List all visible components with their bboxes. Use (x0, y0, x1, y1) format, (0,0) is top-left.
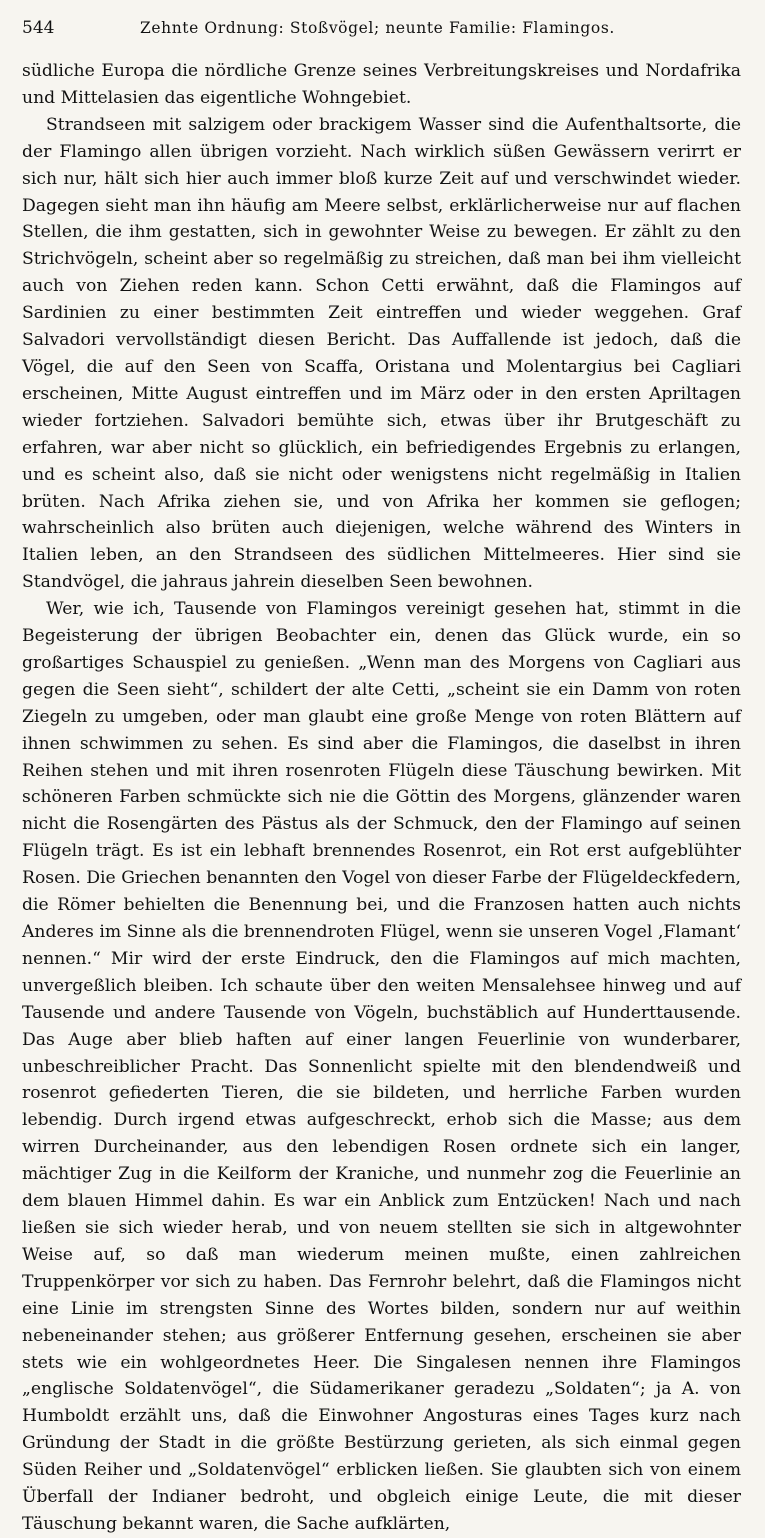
body-text (22, 58, 741, 1538)
page-header (22, 18, 741, 52)
paragraph-observation: Wer, wie ich, Tausende von Flamingos vereinigt gesehen hat, stimmt in die Begeisterung der übrigen Beobachter ein, denen das Glück wurde, ein so großartiges Schauspiel zu genießen. „Wenn man des Morgens von Cagliari aus gegen die Seen sieht“, schildert der alte Cetti, „scheint sie ein Damm von roten Ziegeln zu umgeben, oder man glaubt eine große Menge von roten Blättern auf ihnen schwimmen zu sehen. Es sind aber die Flamingos, die daselbst in ihren Reihen stehen und mit ihren rosenroten Flügeln diese Täuschung bewirken. Mit schöneren Farben schmückte sich nie die Göttin des Morgens, glänzender waren nicht die Rosengärten des Pästus als der Schmuck, den der Flamingo auf seinen Flügeln trägt. Es ist ein lebhaft brennendes Rosenrot, ein Rot erst aufgeblühter Rosen. Die Griechen benannten den Vogel von dieser Farbe der Flügeldeckfedern, die Römer behielten die Benennung bei, und die Franzosen hatten auch nichts Anderes im Sinne als die brennendroten Flügel, wenn sie unseren Vogel ‚Flamant‘ nennen.“ Mir wird der erste Eindruck, den die Flamingos auf mich machten, unvergeßlich bleiben. Ich schaute über den weiten Mensalehsee hinweg und auf Tausende und andere Tausende von Vögeln, buchstäblich auf Hunderttausende. Das Auge aber blieb haften auf einer langen Feuerlinie von wunderbarer, unbeschreiblicher Pracht. Das Sonnenlicht spielte mit den blendendweiß und rosenrot gefiederten Tieren, die sie bildeten, und herrliche Farben wurden lebendig. Durch irgend etwas aufgeschreckt, erhob sich die Masse; aus dem wirren Durcheinander, aus den lebendigen Rosen ordnete sich ein langer, mächtiger Zug in die Keilform der Kraniche, und nunmehr zog die Feuerlinie an dem blauen Himmel dahin. Es war ein Anblick zum Entzücken! Nach und nach ließen sie sich wieder herab, und von neuem stellten sie sich in altgewohnter Weise auf, so daß man wiederum meinen mußte, einen zahlreichen Truppenkörper vor sich zu haben. Das Fernrohr belehrt, daß die Flamingos nicht eine Linie im strengsten Sinne des Wortes bilden, sondern nur auf weithin nebeneinander stehen; aus größerer Entfernung gesehen, erscheinen sie aber stets wie ein wohlgeordnetes Heer. Die Singalesen nennen ihre Flamingos „englische Soldatenvögel“, die Südamerikaner geradezu „Soldaten“; ja A. von Humboldt erzählt uns, daß die Einwohner Angosturas eines Tages kurz nach Gründung der Stadt in die größte Bestürzung gerieten, als sich einmal gegen Süden Reiher und „Soldatenvögel“ erblicken ließen. Sie glaubten sich von einem Überfall der Indianer bedroht, und obgleich einige Leute, die mit dieser Täuschung bekannt waren, die Sache aufklärten, (22, 599, 741, 1534)
running-head: Zehnte Ordnung: Stoßvögel; neunte Familie: Flamingos. (140, 19, 615, 37)
paragraph-habitat: Strandseen mit salzigem oder brackigem Wasser sind die Aufenthaltsorte, die der Flamingo allen übrigen vorzieht. Nach wirklich süßen Gewässern verirrt er sich nur, hält sich hier auch immer bloß kurze Zeit auf und verschwindet wieder. Dagegen sieht man ihn häufig am Meere selbst, erklärlicherweise nur auf flachen Stellen, die ihm gestatten, sich in gewohnter Weise zu bewegen. Er zählt zu den Strichvögeln, scheint aber so regelmäßig zu streichen, daß man bei ihm vielleicht auch von Ziehen reden kann. Schon Cetti erwähnt, daß die Flamingos auf Sardinien zu einer bestimmten Zeit eintreffen und wieder weggehen. Graf Salvadori vervollständigt diesen Bericht. Das Auffallende ist jedoch, daß die Vögel, die auf den Seen von Scaffa, Oristana und Molentargius bei Cagliari erscheinen, Mitte August eintreffen und im März oder in den ersten Apriltagen wieder fortziehen. Salvadori bemühte sich, etwas über ihr Brutgeschäft zu erfahren, war aber nicht so glücklich, ein befriedigendes Ergebnis zu erlangen, und es scheint also, daß sie nicht oder wenigstens nicht regelmäßig in Italien brüten. Nach Afrika ziehen sie, und von Afrika her kommen sie geflogen; wahrscheinlich also brüten auch diejenigen, welche während des Winters in Italien leben, an den Strandseen des südlichen Mittelmeeres. Hier sind sie Standvögel, die jahraus jahrein dieselben Seen bewohnen. (22, 114, 741, 593)
page-number: 544 (22, 18, 55, 38)
paragraph-continuation: südliche Europa die nördliche Grenze seines Verbreitungskreises und Nordafrika und Mittelasien das eigentliche Wohngebiet. (22, 61, 741, 108)
